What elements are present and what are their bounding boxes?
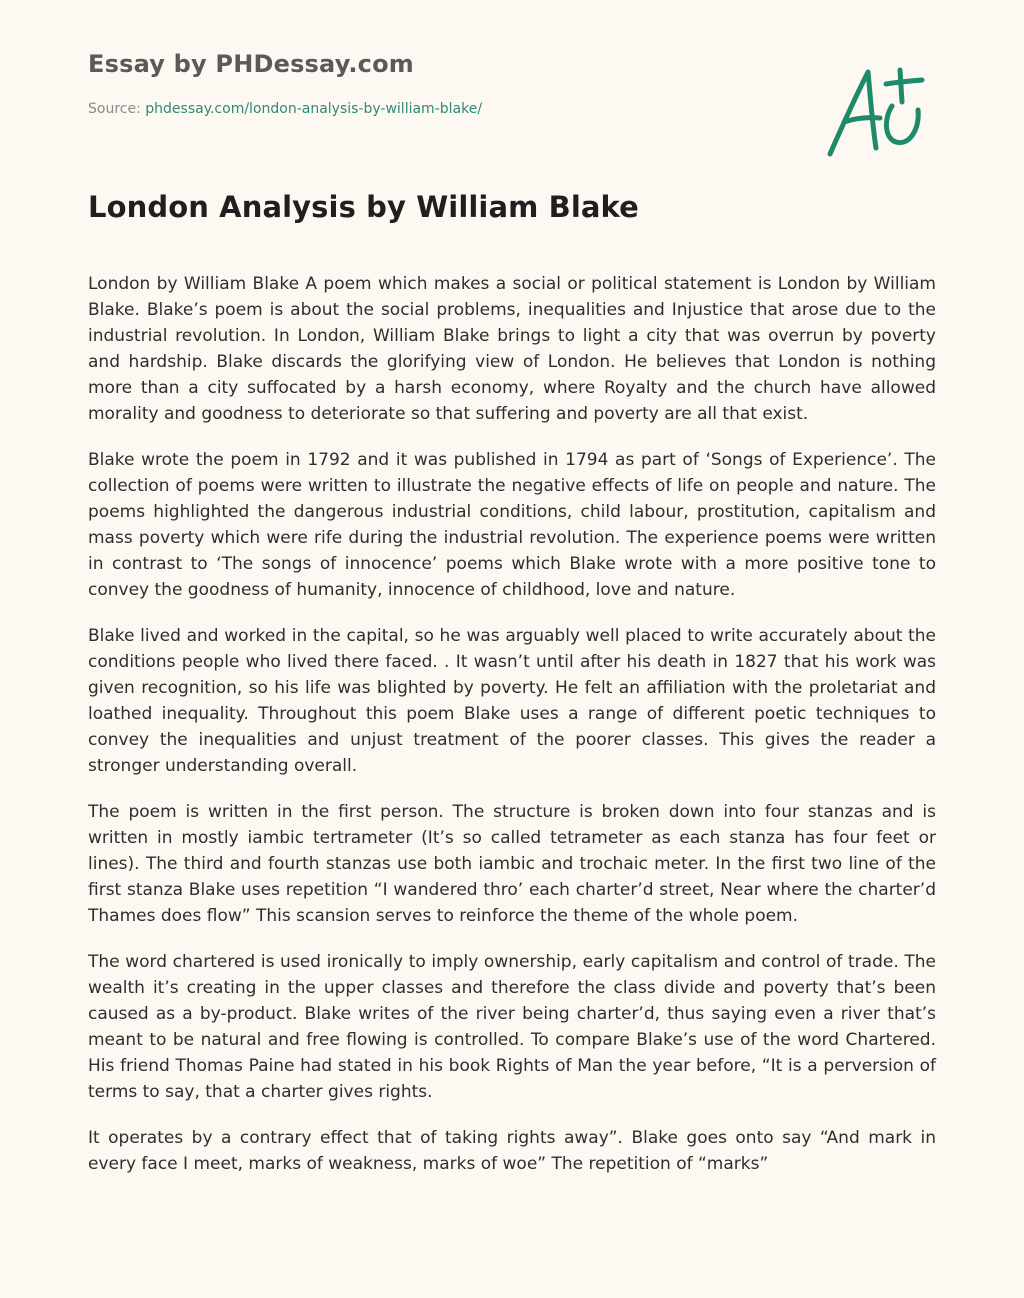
essay-paragraph: Blake lived and worked in the capital, so he was arguably well placed to write accurately about the conditions people who lived there faced. . It wasn’t until after his death in 1827 that his work was given recognition, so his life was blighted by poverty. He felt an affiliation with the proletariat and loathed inequality. Throughout this poem Blake uses a range of different poetic techniques to convey the inequalities and unjust treatment of the poorer classes. This gives the reader a stronger understanding overall. — [88, 626, 936, 776]
essay-paragraph: The word chartered is used ironically to imply ownership, early capitalism and control of trade. The wealth it’s creating in the upper classes and therefore the class divide and poverty that’s been caused as a by-product. Blake writes of the river being charter’d, thus saying even a river that’s meant to be natural and free flowing is controlled. To compare Blake’s use of the word Chartered. His friend Thomas Paine had stated in his book Rights of Man the year before, “It is a perversion of terms to say, that a charter gives rights. — [88, 952, 936, 1102]
essay-paragraph: It operates by a contrary effect that of taking rights away”. Blake goes onto say “And mark in every face I meet, marks of weakness, marks of woe” The repetition of “marks” — [88, 1128, 936, 1174]
source-label: Source: — [88, 101, 146, 117]
essay-paragraph: London by William Blake A poem which makes a social or political statement is London by William Blake. Blake’s poem is about the social problems, inequalities and Injustice that arose due to the industrial revolution. In London, William Blake brings to light a city that was overrun by poverty and hardship. Blake discards the glorifying view of London. He believes that London is nothing more than a city suffocated by a harsh economy, where Royalty and the church have allowed morality and goodness to deteriorate so that suffering and poverty are all that exist. — [88, 274, 936, 424]
site-brand: Essay by PHDessay.com — [88, 50, 414, 78]
essay-body — [88, 271, 936, 1197]
source-line — [88, 101, 482, 117]
source-link[interactable]: phdessay.com/london-analysis-by-william-blake/ — [145, 101, 483, 117]
a-plus-logo-icon — [822, 62, 932, 162]
essay-paragraph: Blake wrote the poem in 1792 and it was published in 1794 as part of ‘Songs of Experience’. The collection of poems were written to illustrate the negative effects of life on people and nature. The poems highlighted the dangerous industrial conditions, child labour, prostitution, capitalism and mass poverty which were rife during the industrial revolution. The experience poems were written in contrast to ‘The songs of innocence’ poems which Blake wrote with a more positive tone to convey the goodness of humanity, innocence of childhood, love and nature. — [88, 450, 936, 600]
essay-paragraph: The poem is written in the first person. The structure is broken down into four stanzas and is written in mostly iambic tertrameter (It’s so called tetrameter as each stanza has four feet or lines). The third and fourth stanzas use both iambic and trochaic meter. In the first two line of the first stanza Blake uses repetition “I wandered thro’ each charter’d street, Near where the charter’d Thames does flow” This scansion serves to reinforce the theme of the whole poem. — [88, 802, 936, 926]
essay-title: London Analysis by William Blake — [88, 190, 639, 224]
